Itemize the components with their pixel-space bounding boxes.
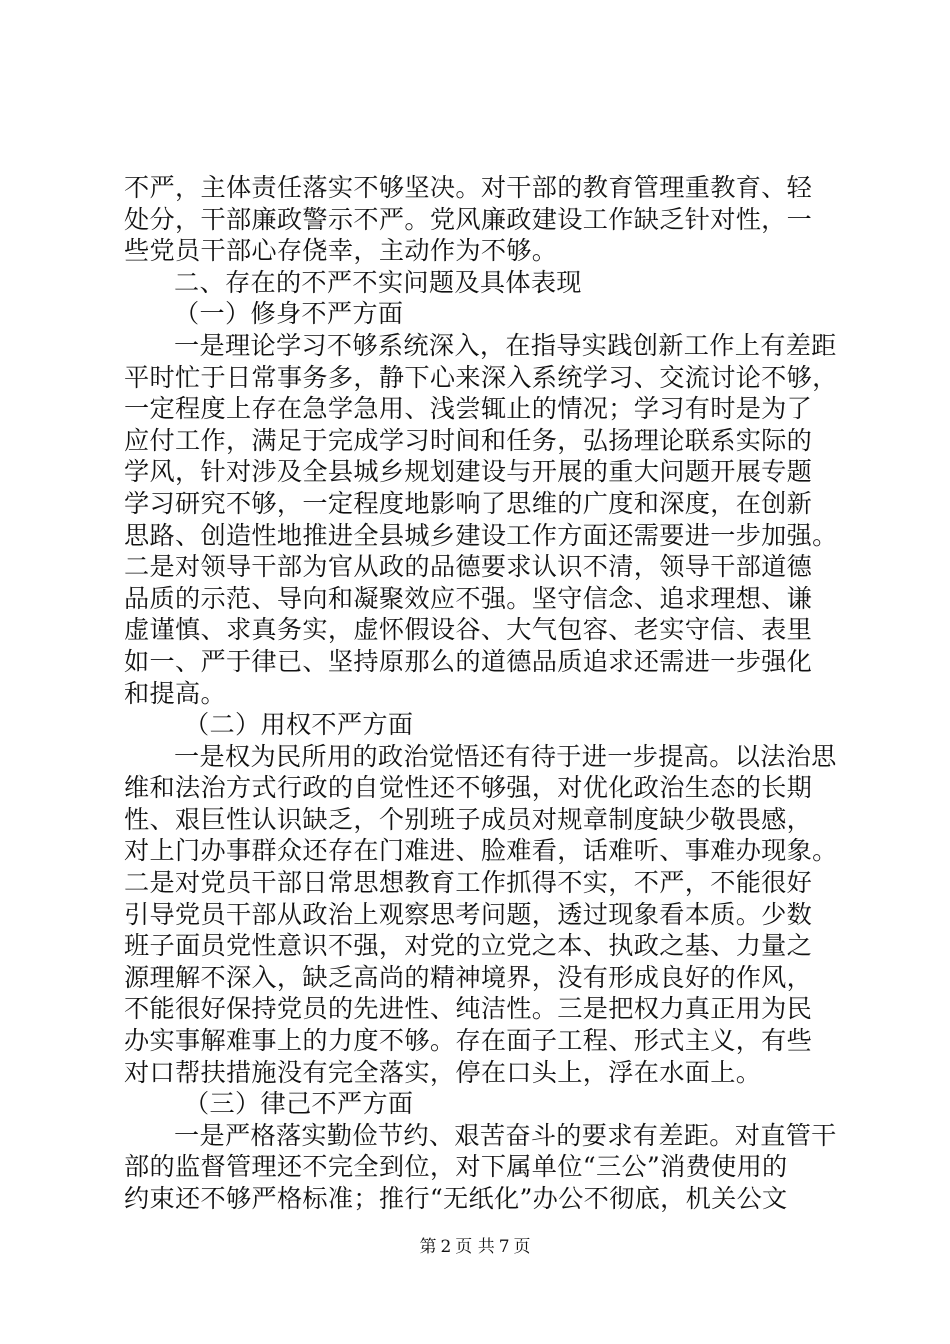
text-line: （三）律己不严方面 [184,1089,414,1119]
text-line: 二是对领导干部为官从政的品德要求认识不清，领导干部道德 [124,552,813,582]
document-body [124,172,836,1215]
text-line: 性、艰巨性认识缺乏，个别班子成员对规章制度缺少敬畏感， [124,804,813,834]
text-line: 对口帮扶措施没有完全落实，停在口头上，浮在水面上。 [124,1057,762,1087]
text-line: （二）用权不严方面 [184,710,414,740]
text-line: 些党员干部心存侥幸，主动作为不够。 [124,236,558,266]
text-line: 平时忙于日常事务多，静下心来深入系统学习、交流讨论不够， [124,362,838,392]
text-line: 处分，干部廉政警示不严。党风廉政建设工作缺乏针对性，一 [124,204,813,234]
text-line: 学习研究不够，一定程度地影响了思维的广度和深度，在创新 [124,488,813,518]
footer-prefix: 第 [419,1237,437,1257]
total-page-count: 7 [498,1237,510,1257]
text-line: 虚谨慎、求真务实，虚怀假设谷、大气包容、老实守信、表里 [124,615,813,645]
text-line: 一是严格落实勤俭节约、艰苦奋斗的要求有差距。对直管干 [174,1120,837,1150]
footer-mid: 页 共 [455,1237,495,1257]
text-line: 二是对党员干部日常思想教育工作抓得不实，不严，不能很好 [124,868,813,898]
text-line: 班子面员党性意识不强，对党的立党之本、执政之基、力量之 [124,931,813,961]
text-line: 如一、严于律已、坚持原那么的道德品质追求还需进一步强化 [124,646,813,676]
text-line: 部的监督管理还不完全到位，对下属单位“三公”消费使用的 [124,1152,788,1182]
text-line: 二、存在的不严不实问题及具体表现 [174,267,582,297]
text-line: 不严，主体责任落实不够坚决。对干部的教育管理重教育、轻 [124,173,813,202]
text-line: 一是理论学习不够系统深入，在指导实践创新工作上有差距 [174,330,837,360]
text-line: 维和法治方式行政的自觉性还不够强，对优化政治生态的长期 [124,773,813,803]
text-line: 应付工作，满足于完成学习时间和任务，弘扬理论联系实际的 [124,425,813,455]
text-line: 约束还不够严格标准；推行“无纸化”办公不彻底，机关公文 [124,1184,788,1213]
text-line: 对上门办事群众还存在门难进、脸难看，话难听、事难办现象。 [124,836,838,866]
current-page-number: 2 [440,1237,452,1257]
text-line: 学风，针对涉及全县城乡规划建设与开展的重大问题开展专题 [124,457,813,487]
text-line: 一是权为民所用的政治觉悟还有待于进一步提高。以法治思 [174,741,837,771]
text-line: 不能很好保持党员的先进性、纯洁性。三是把权力真正用为民 [124,994,813,1024]
text-line: （一）修身不严方面 [174,299,404,329]
page-footer [0,1236,950,1258]
text-line: 品质的示范、导向和凝聚效应不强。坚守信念、追求理想、谦 [124,583,813,613]
footer-suffix: 页 [513,1237,531,1257]
text-line: 思路、创造性地推进全县城乡建设工作方面还需要进一步加强。 [124,520,838,550]
text-line: 一定程度上存在急学急用、浅尝辄止的情况；学习有时是为了 [124,394,813,424]
text-line: 源理解不深入，缺乏高尚的精神境界，没有形成良好的作风， [124,962,813,992]
text-line: 和提高。 [124,678,226,708]
text-line: 引导党员干部从政治上观察思考问题，透过现象看本质。少数 [124,899,813,929]
text-line: 办实事解难事上的力度不够。存在面子工程、形式主义，有些 [124,1026,813,1056]
